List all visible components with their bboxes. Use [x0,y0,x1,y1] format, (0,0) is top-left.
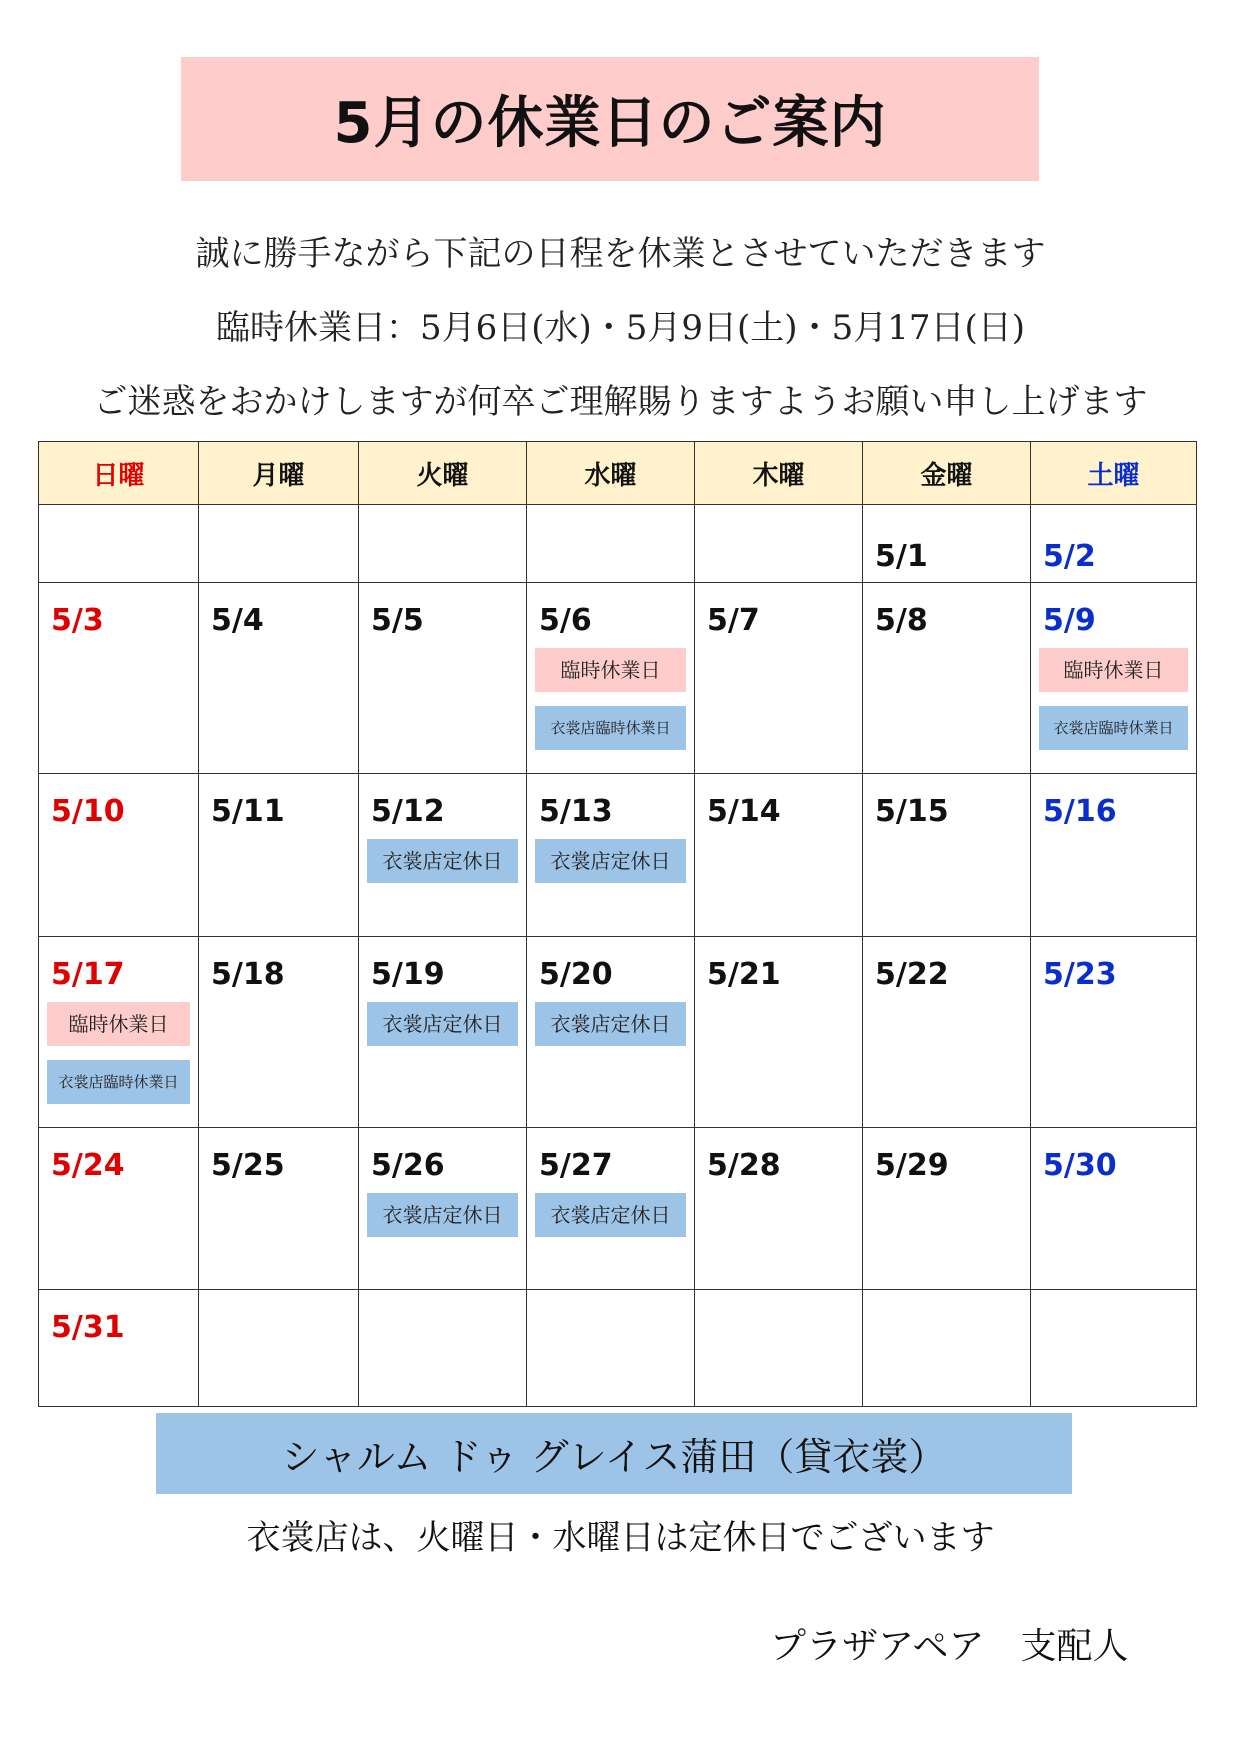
calendar-date: 5/14 [707,794,781,830]
calendar-day-cell [1031,1127,1197,1290]
calendar-date: 5/6 [539,603,592,639]
calendar-day-cell [527,583,695,774]
temporary-closure-badge: 臨時休業日 [1039,648,1188,692]
calendar-day-cell [39,505,199,583]
calendar-day-cell [863,1127,1031,1290]
calendar-date: 5/31 [51,1310,125,1346]
calendar-day-cell [39,1127,199,1290]
calendar-day-cell [1031,774,1197,937]
calendar-day-cell [359,505,527,583]
calendar-day-cell [359,583,527,774]
costume-shop-closure-badge: 衣裳店定休日 [367,1002,518,1046]
calendar-day-cell [199,1290,359,1407]
header-tuesday: 火曜 [359,442,527,505]
header-wednesday: 水曜 [527,442,695,505]
calendar-week-row [39,583,1197,774]
calendar-date: 5/12 [371,794,445,830]
signature: プラザアペア 支配人 [770,1626,1129,1667]
calendar-week-row [39,774,1197,937]
calendar-date: 5/30 [1043,1147,1117,1183]
calendar-date: 5/4 [211,603,264,639]
calendar-day-cell [39,936,199,1127]
calendar-day-cell [199,774,359,937]
calendar-day-cell [527,774,695,937]
calendar-date: 5/3 [51,603,104,639]
calendar-day-cell [39,774,199,937]
calendar-date: 5/29 [875,1147,949,1183]
calendar-day-cell [359,774,527,937]
calendar-day-cell [527,505,695,583]
calendar-date: 5/23 [1043,956,1117,992]
temporary-closure-badge: 臨時休業日 [47,1002,190,1046]
calendar-date: 5/24 [51,1147,125,1183]
calendar-day-cell [359,1290,527,1407]
calendar-day-cell [359,1127,527,1290]
costume-shop-closure-badge: 衣裳店定休日 [367,1193,518,1237]
calendar-date: 5/15 [875,794,949,830]
calendar-day-cell [863,1290,1031,1407]
calendar-date: 5/9 [1043,603,1096,639]
header-saturday: 土曜 [1031,442,1197,505]
calendar-day-cell [527,936,695,1127]
calendar-day-cell [1031,1290,1197,1407]
costume-shop-closure-badge: 衣裳店臨時休業日 [47,1060,190,1104]
calendar-date: 5/1 [875,539,928,574]
calendar-date: 5/21 [707,956,781,992]
calendar-day-cell [199,583,359,774]
calendar-day-cell [695,774,863,937]
calendar-week-row [39,1290,1197,1407]
calendar-day-cell [695,1290,863,1407]
page-title: 5月の休業日のご案内 [333,91,887,156]
calendar-day-cell [863,936,1031,1127]
calendar-date: 5/10 [51,794,125,830]
store-banner [156,1413,1072,1494]
header-friday: 金曜 [863,442,1031,505]
calendar-day-cell [695,505,863,583]
calendar-day-cell [695,1127,863,1290]
calendar-week-row [39,505,1197,583]
calendar-table [38,441,1197,1407]
calendar-date: 5/19 [371,956,445,992]
calendar-date: 5/26 [371,1147,445,1183]
header-monday: 月曜 [199,442,359,505]
calendar-date: 5/16 [1043,794,1117,830]
costume-shop-closure-badge: 衣裳店臨時休業日 [535,706,686,750]
calendar-day-cell [1031,505,1197,583]
calendar-day-cell [695,936,863,1127]
calendar-date: 5/22 [875,956,949,992]
calendar-date: 5/18 [211,956,285,992]
calendar-date: 5/2 [1043,539,1096,574]
header-thursday: 木曜 [695,442,863,505]
calendar-date: 5/17 [51,956,125,992]
calendar-day-cell [199,1127,359,1290]
costume-shop-closure-badge: 衣裳店定休日 [535,1002,686,1046]
calendar-day-cell [527,1290,695,1407]
header-sunday: 日曜 [39,442,199,505]
calendar-date: 5/27 [539,1147,613,1183]
calendar-date: 5/20 [539,956,613,992]
calendar-date: 5/25 [211,1147,285,1183]
calendar-header-row [39,442,1197,505]
calendar-day-cell [863,774,1031,937]
intro-line-2: 臨時休業日：5月6日(水)・5月9日(土)・5月17日(日) [215,308,1025,348]
costume-shop-closure-badge: 衣裳店臨時休業日 [1039,706,1188,750]
costume-shop-closure-badge: 衣裳店定休日 [367,839,518,883]
calendar-day-cell [863,583,1031,774]
calendar-day-cell [863,505,1031,583]
calendar-day-cell [359,936,527,1127]
calendar-day-cell [527,1127,695,1290]
intro-line-1: 誠に勝手ながら下記の日程を休業とさせていただきます [195,234,1046,274]
calendar-day-cell [199,505,359,583]
calendar-date: 5/28 [707,1147,781,1183]
store-name: シャルム ドゥ グレイス蒲田（貸衣裳） [281,1435,947,1479]
calendar-date: 5/7 [707,603,760,639]
calendar-day-cell [39,1290,199,1407]
costume-shop-closure-badge: 衣裳店定休日 [535,1193,686,1237]
calendar-day-cell [199,936,359,1127]
calendar-week-row [39,936,1197,1127]
calendar-week-row [39,1127,1197,1290]
costume-shop-closure-badge: 衣裳店定休日 [535,839,686,883]
title-banner [181,57,1039,181]
calendar-date: 5/8 [875,603,928,639]
store-note: 衣裳店は、火曜日・水曜日は定休日でございます [246,1518,995,1558]
calendar-date: 5/11 [211,794,285,830]
intro-line-3: ご迷惑をおかけしますが何卒ご理解賜りますようお願い申し上げます [93,382,1148,422]
calendar-date: 5/13 [539,794,613,830]
calendar-date: 5/5 [371,603,424,639]
calendar-day-cell [695,583,863,774]
calendar-day-cell [1031,936,1197,1127]
temporary-closure-badge: 臨時休業日 [535,648,686,692]
calendar-day-cell [1031,583,1197,774]
calendar-day-cell [39,583,199,774]
